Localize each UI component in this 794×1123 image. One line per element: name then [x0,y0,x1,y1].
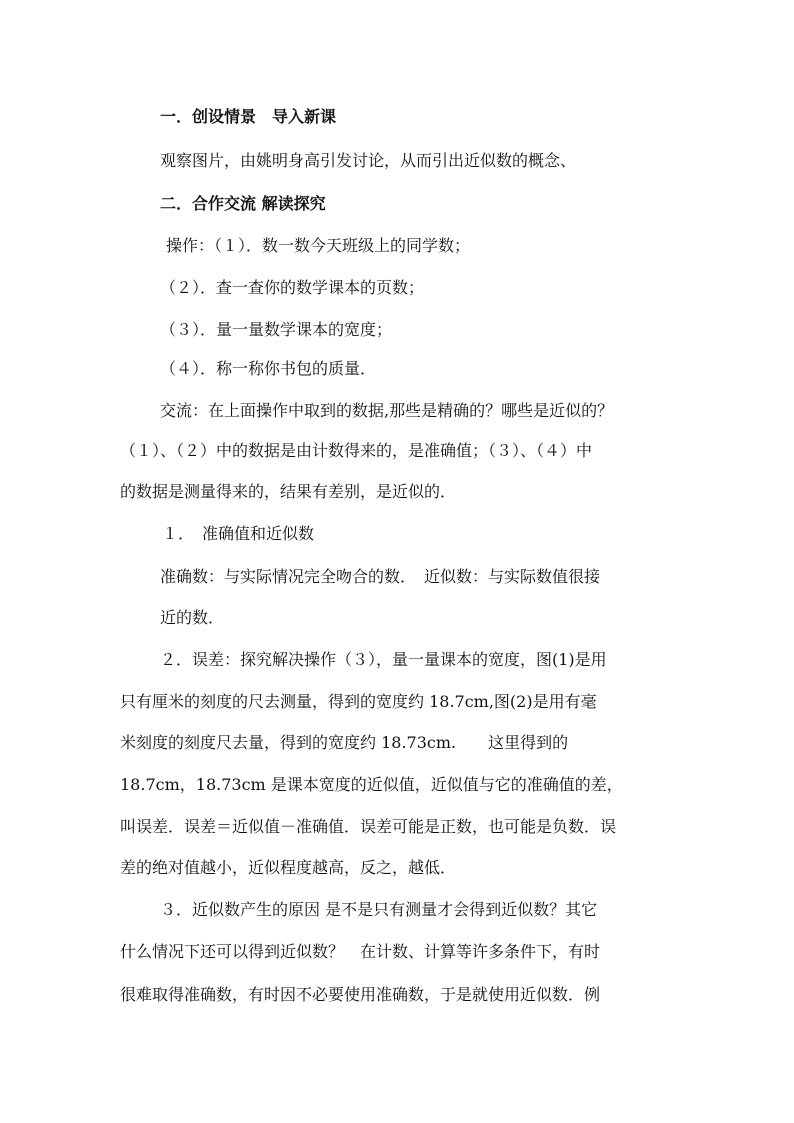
cause-paragraph-line: 很难取得准确数，有时因不必要使用准确数，于是就使用近似数．例 [120,985,601,1004]
cause-paragraph-line: ３．近似数产生的原因 是不是只有测量才会得到近似数？其它 [160,900,598,919]
operation-line: 操作：（１）．数一数今天班级上的同学数； [166,236,471,255]
definition-line: 近的数． [160,608,225,627]
exchange-line: 交流：在上面操作中取到的数据,那些是精确的？哪些是近似的？ [160,401,614,420]
exchange-line: （１）、（２）中的数据是由计数得来的，是准确值；（３）、（４）中 [120,441,593,460]
operation-line: （２）．查一查你的数学课本的页数； [160,278,425,297]
intro-paragraph: 观察图片，由姚明身高引发讨论，从而引出近似数的概念、 [160,151,577,170]
error-paragraph-line: 米刻度的刻度尺去量，得到的宽度约 18.73cm. 这里得到的 [120,733,569,752]
error-paragraph-line: 只有厘米的刻度的尺去测量，得到的宽度约 18.7cm,图(2)是用有毫 [120,692,597,711]
error-paragraph-line: ２．误差：探究解决操作（３），量一量课本的宽度，图(1)是用 [160,650,607,669]
definition-line: 准确数：与实际情况完全吻合的数． 近似数：与实际数值很接 [160,567,601,586]
error-paragraph-line: 18.7cm，18.73cm 是课本宽度的近似值，近似值与它的准确值的差， [120,775,623,794]
operation-line: （３）．量一量数学课本的宽度； [160,320,393,339]
section-heading-1: 一．创设情景 导入新课 [160,107,337,126]
cause-paragraph-line: 什么情况下还可以得到近似数？ 在计数、计算等许多条件下，有时 [120,942,601,961]
exchange-line: 的数据是测量得来的，结果有差别，是近似的． [120,482,457,501]
error-paragraph-line: 差的绝对值越小，近似程度越高，反之，越低． [120,858,457,877]
subsection-title: １． 准确值和近似数 [162,524,315,543]
error-paragraph-line: 叫误差．误差＝近似值－准确值．误差可能是正数，也可能是负数．误 [120,817,617,836]
section-heading-2: 二．合作交流 解读探究 [160,194,326,213]
operation-line: （４）．称一称你书包的质量． [160,359,377,378]
